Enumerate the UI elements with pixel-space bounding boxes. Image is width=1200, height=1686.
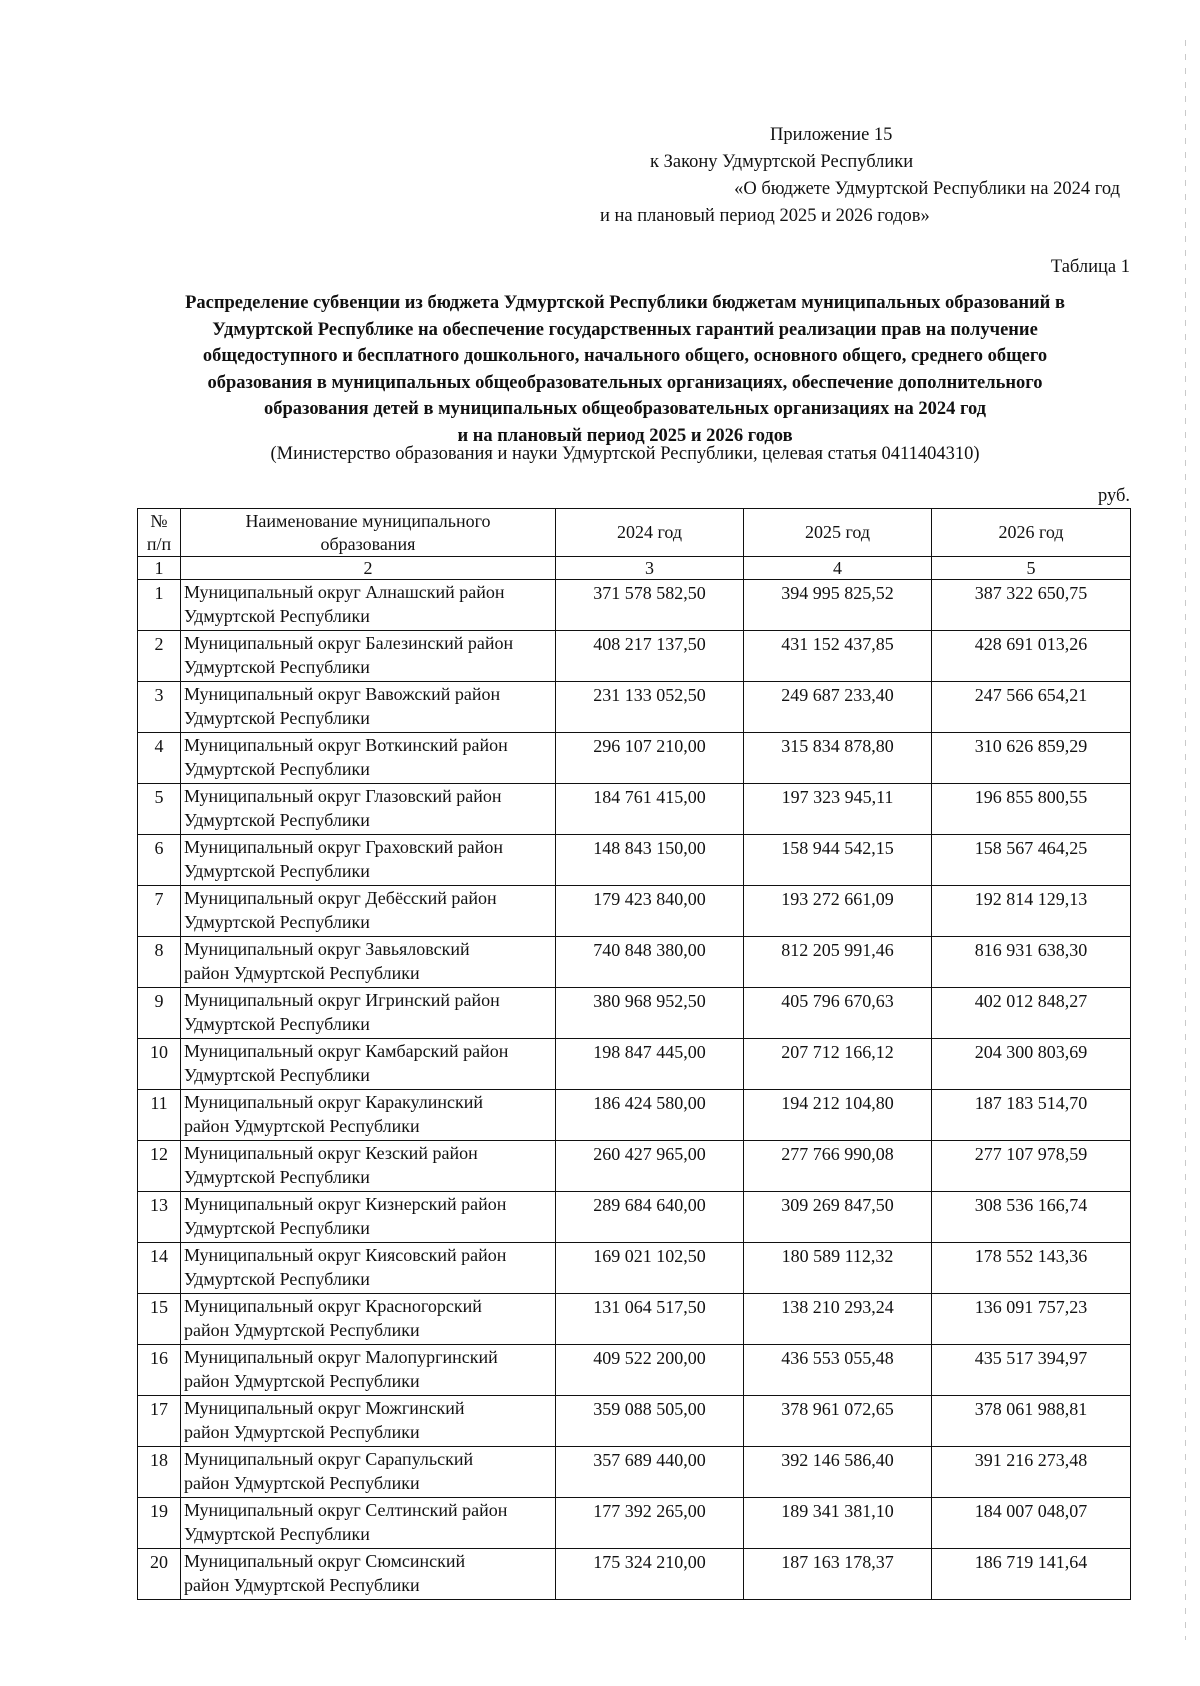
header-name [181,509,556,557]
amount-2024: 175 324 210,00 [556,1549,744,1600]
municipality-name-line: Муниципальный округ Сарапульский [184,1449,474,1469]
row-number: 13 [138,1192,181,1243]
amount-2026: 428 691 013,26 [932,631,1131,682]
municipality-name-line: Муниципальный округ Красногорский [184,1296,482,1316]
table-row [138,1039,1131,1090]
amount-2024: 408 217 137,50 [556,631,744,682]
municipality-name-line: район Удмуртской Республики [184,1473,420,1493]
header-name-line: образования [320,533,416,554]
header-name-line: Наименование муниципального [245,510,491,531]
municipality-name [181,937,556,988]
table-label: Таблица 1 [1050,257,1130,277]
municipality-name-line: Удмуртской Республики [184,606,370,626]
amount-2026: 378 061 988,81 [932,1396,1131,1447]
amount-2025: 277 766 990,08 [744,1141,932,1192]
row-number: 9 [138,988,181,1039]
municipality-name-line: Муниципальный округ Глазовский район [184,786,502,806]
row-number: 2 [138,631,181,682]
amount-2025: 315 834 878,80 [744,733,932,784]
amount-2025: 392 146 586,40 [744,1447,932,1498]
appendix-line: и на плановый период 2025 и 2026 годов» [600,206,930,226]
amount-2026: 277 107 978,59 [932,1141,1131,1192]
row-number: 20 [138,1549,181,1600]
amount-2024: 169 021 102,50 [556,1243,744,1294]
municipality-name-line: Удмуртской Республики [184,810,370,830]
amount-2026: 308 536 166,74 [932,1192,1131,1243]
municipality-name [181,580,556,631]
amount-2025: 138 210 293,24 [744,1294,932,1345]
municipality-name-line: Муниципальный округ Селтинский район [184,1500,508,1520]
table-row [138,886,1131,937]
amount-2025: 158 944 542,15 [744,835,932,886]
municipality-name [181,1498,556,1549]
table-row [138,1141,1131,1192]
row-number: 10 [138,1039,181,1090]
amount-2024: 371 578 582,50 [556,580,744,631]
amount-2025: 436 553 055,48 [744,1345,932,1396]
municipality-name-line: район Удмуртской Республики [184,1422,420,1442]
row-number: 11 [138,1090,181,1141]
heading-line: образования детей в муниципальных общеобразовательных организациях на 2024 год [263,399,987,419]
municipality-name [181,682,556,733]
amount-2026: 387 322 650,75 [932,580,1131,631]
municipality-name-line: Муниципальный округ Алнашский район [184,582,505,602]
heading-line: и на плановый период 2025 и 2026 годов [457,425,793,446]
municipality-name-line: Муниципальный округ Игринский район [184,990,500,1010]
table-row [138,937,1131,988]
amount-2025: 180 589 112,32 [744,1243,932,1294]
amount-2025: 309 269 847,50 [744,1192,932,1243]
table-row [138,1243,1131,1294]
municipality-name [181,784,556,835]
amount-2024: 184 761 415,00 [556,784,744,835]
header-2024: 2024 год [556,509,744,557]
document-heading [130,290,1120,449]
row-number: 4 [138,733,181,784]
municipality-name [181,988,556,1039]
amount-2024: 231 133 052,50 [556,682,744,733]
municipality-name [181,886,556,937]
amount-2024: 260 427 965,00 [556,1141,744,1192]
amount-2024: 198 847 445,00 [556,1039,744,1090]
table-body [138,580,1131,1600]
municipality-name-line: Муниципальный округ Каракулинский [184,1092,484,1112]
amount-2024: 289 684 640,00 [556,1192,744,1243]
column-number: 1 [138,557,181,580]
municipality-name [181,733,556,784]
scan-edge-line [1185,40,1186,1640]
amount-2026: 435 517 394,97 [932,1345,1131,1396]
table-row [138,1396,1131,1447]
row-number: 18 [138,1447,181,1498]
column-number: 3 [556,557,744,580]
amount-2024: 179 423 840,00 [556,886,744,937]
municipality-name [181,1396,556,1447]
municipality-name-line: Удмуртской Республики [184,1167,370,1187]
subvention-table [137,508,1131,1600]
table-row [138,1192,1131,1243]
municipality-name-line: Муниципальный округ Граховский район [184,837,504,857]
municipality-name-line: Удмуртской Республики [184,1269,370,1289]
municipality-name-line: Муниципальный округ Киясовский район [184,1245,507,1265]
table-row [138,682,1131,733]
amount-2025: 197 323 945,11 [744,784,932,835]
municipality-name-line: Муниципальный округ Малопургинский [184,1347,498,1367]
row-number: 12 [138,1141,181,1192]
row-number: 5 [138,784,181,835]
municipality-name-line: район Удмуртской Республики [184,1371,420,1391]
table-row [138,580,1131,631]
heading-line: общедоступного и бесплатного дошкольного, начального общего, основного общего, среднего общего [202,346,1048,366]
amount-2025: 193 272 661,09 [744,886,932,937]
amount-2025: 207 712 166,12 [744,1039,932,1090]
amount-2026: 391 216 273,48 [932,1447,1131,1498]
row-number: 15 [138,1294,181,1345]
amount-2025: 405 796 670,63 [744,988,932,1039]
amount-2025: 187 163 178,37 [744,1549,932,1600]
header-number [138,509,181,557]
column-number: 5 [932,557,1131,580]
header-2025: 2025 год [744,509,932,557]
municipality-name-line: Муниципальный округ Кизнерский район [184,1194,507,1214]
row-number: 17 [138,1396,181,1447]
amount-2026: 196 855 800,55 [932,784,1131,835]
table-row [138,1090,1131,1141]
amount-2026: 192 814 129,13 [932,886,1131,937]
municipality-name-line: район Удмуртской Республики [184,1320,420,1340]
municipality-name [181,1294,556,1345]
heading-line: Распределение субвенции из бюджета Удмуртской Республики бюджетам муниципальных образований в [185,293,1065,313]
amount-2026: 186 719 141,64 [932,1549,1131,1600]
municipality-name [181,1243,556,1294]
municipality-name-line: Удмуртской Республики [184,759,370,779]
currency-unit: руб. [1097,486,1130,506]
column-number-row [138,557,1131,580]
amount-2024: 380 968 952,50 [556,988,744,1039]
municipality-name-line: район Удмуртской Республики [184,963,420,983]
municipality-name-line: Удмуртской Республики [184,1065,370,1085]
heading-note: (Министерство образования и науки Удмуртской Республики, целевая статья 0411404310) [270,444,980,464]
row-number: 16 [138,1345,181,1396]
municipality-name-line: Муниципальный округ Можгинский [184,1398,465,1418]
amount-2026: 136 091 757,23 [932,1294,1131,1345]
amount-2026: 247 566 654,21 [932,682,1131,733]
amount-2026: 402 012 848,27 [932,988,1131,1039]
amount-2025: 378 961 072,65 [744,1396,932,1447]
heading-line: Удмуртской Республике на обеспечение государственных гарантий реализации прав на получение [212,319,1038,340]
amount-2025: 812 205 991,46 [744,937,932,988]
municipality-name-line: Муниципальный округ Кезский район [184,1143,478,1163]
municipality-name [181,631,556,682]
municipality-name-line: Муниципальный округ Завьяловский [184,939,470,959]
table-row [138,1549,1131,1600]
appendix-line: к Закону Удмуртской Республики [650,152,914,172]
municipality-name-line: Муниципальный округ Балезинский район [184,633,514,653]
municipality-name [181,1549,556,1600]
table-row [138,733,1131,784]
amount-2026: 178 552 143,36 [932,1243,1131,1294]
amount-2024: 359 088 505,00 [556,1396,744,1447]
municipality-name-line: Муниципальный округ Воткинский район [184,735,508,755]
municipality-name [181,1141,556,1192]
table-header-row [138,509,1131,557]
heading-line: образования в муниципальных общеобразовательных организациях, обеспечение дополнительного [207,372,1043,393]
appendix-block [560,122,1120,230]
header-2026: 2026 год [932,509,1131,557]
row-number: 6 [138,835,181,886]
municipality-name-line: Удмуртской Республики [184,1524,370,1544]
amount-2026: 310 626 859,29 [932,733,1131,784]
table-row [138,988,1131,1039]
amount-2025: 249 687 233,40 [744,682,932,733]
row-number: 8 [138,937,181,988]
municipality-name-line: Удмуртской Республики [184,708,370,728]
header-number-line: № [150,510,168,531]
amount-2024: 131 064 517,50 [556,1294,744,1345]
table-row [138,835,1131,886]
appendix-line: «О бюджете Удмуртской Республики на 2024 год [734,179,1120,199]
amount-2026: 187 183 514,70 [932,1090,1131,1141]
municipality-name-line: Удмуртской Республики [184,861,370,881]
amount-2026: 816 931 638,30 [932,937,1131,988]
municipality-name-line: район Удмуртской Республики [184,1575,420,1595]
municipality-name-line: Муниципальный округ Вавожский район [184,684,501,704]
amount-2024: 186 424 580,00 [556,1090,744,1141]
amount-2025: 431 152 437,85 [744,631,932,682]
table-row [138,1294,1131,1345]
municipality-name [181,835,556,886]
municipality-name-line: Муниципальный округ Дебёсский район [184,888,497,908]
table-row [138,1447,1131,1498]
table-row [138,1498,1131,1549]
municipality-name-line: Муниципальный округ Сюмсинский [184,1551,466,1571]
row-number: 14 [138,1243,181,1294]
amount-2024: 740 848 380,00 [556,937,744,988]
municipality-name-line: Удмуртской Республики [184,1218,370,1238]
row-number: 19 [138,1498,181,1549]
municipality-name [181,1447,556,1498]
header-number-line: п/п [146,533,172,554]
table-row [138,1345,1131,1396]
amount-2025: 394 995 825,52 [744,580,932,631]
amount-2026: 184 007 048,07 [932,1498,1131,1549]
appendix-line: Приложение 15 [770,125,893,145]
municipality-name [181,1345,556,1396]
amount-2024: 296 107 210,00 [556,733,744,784]
amount-2025: 189 341 381,10 [744,1498,932,1549]
row-number: 7 [138,886,181,937]
municipality-name-line: Удмуртской Республики [184,912,370,932]
amount-2026: 204 300 803,69 [932,1039,1131,1090]
table-row [138,784,1131,835]
row-number: 3 [138,682,181,733]
amount-2026: 158 567 464,25 [932,835,1131,886]
municipality-name [181,1039,556,1090]
column-number: 4 [744,557,932,580]
municipality-name-line: Муниципальный округ Камбарский район [184,1041,509,1061]
amount-2024: 148 843 150,00 [556,835,744,886]
amount-2024: 409 522 200,00 [556,1345,744,1396]
row-number: 1 [138,580,181,631]
amount-2024: 357 689 440,00 [556,1447,744,1498]
municipality-name [181,1192,556,1243]
municipality-name-line: Удмуртской Республики [184,1014,370,1034]
municipality-name [181,1090,556,1141]
table-row [138,631,1131,682]
column-number: 2 [181,557,556,580]
municipality-name-line: район Удмуртской Республики [184,1116,420,1136]
municipality-name-line: Удмуртской Республики [184,657,370,677]
amount-2025: 194 212 104,80 [744,1090,932,1141]
amount-2024: 177 392 265,00 [556,1498,744,1549]
